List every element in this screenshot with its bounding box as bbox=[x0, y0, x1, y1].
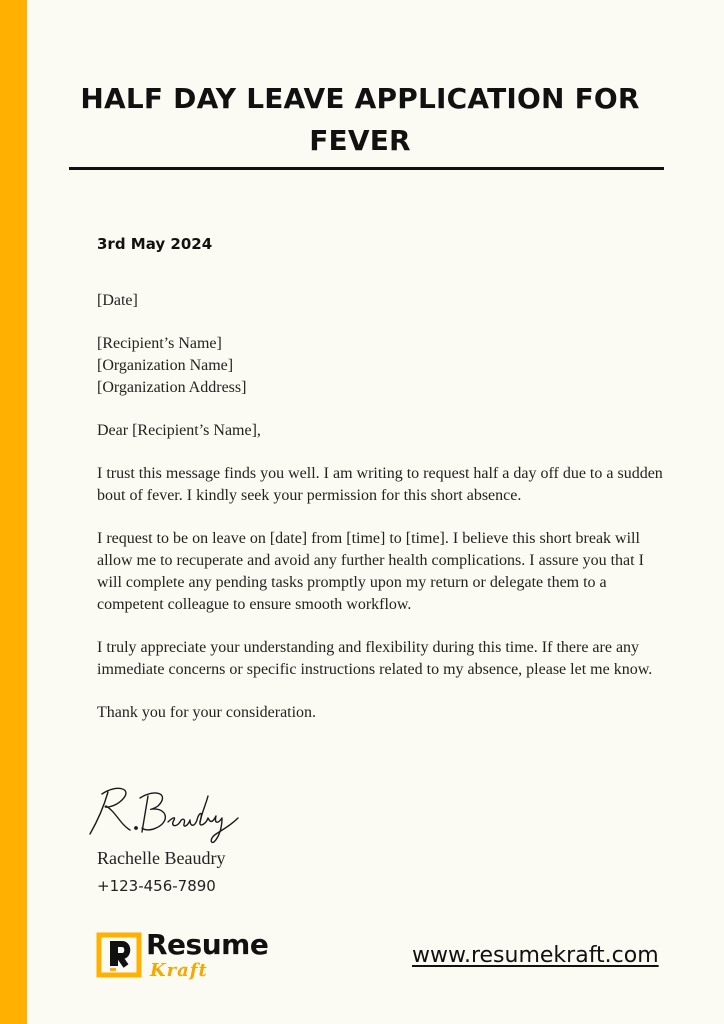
closing-line: Thank you for your consideration. bbox=[97, 704, 317, 721]
date-placeholder: [Date] bbox=[97, 292, 138, 309]
sender-name: Rachelle Beaudry bbox=[97, 848, 226, 868]
paragraph-3: I truly appreciate your understanding and flexibility during this time. If there are any immediate concerns or specific instructions related to my absence, please let me know. bbox=[97, 639, 653, 678]
paragraph-1: I trust this message finds you well. I am writing to request half a day off due to a sudden bout of fever. I kindly seek your permission for this short absence. bbox=[97, 465, 663, 504]
organization-address: [Organization Address] bbox=[97, 379, 247, 396]
logo-word-kraft: Kraft bbox=[150, 960, 208, 981]
accent-side-bar bbox=[0, 0, 27, 1024]
website-link[interactable]: www.resumekraft.com bbox=[412, 943, 659, 968]
paragraph-2: I request to be on leave on [date] from [time] to [time]. I believe this short break will allow me to recuperate and avoid any further health complications. I assure you that I will complete any pending tasks promptly upon my return or delegate them to a competent colleague to ensure smooth workflow. bbox=[97, 530, 644, 613]
recipient-block bbox=[97, 333, 667, 399]
sender-phone: +123-456-7890 bbox=[97, 877, 216, 895]
salutation: Dear [Recipient’s Name], bbox=[97, 422, 261, 439]
letter-date-heading: 3rd May 2024 bbox=[97, 235, 213, 253]
title-divider bbox=[69, 167, 664, 170]
organization-name: [Organization Name] bbox=[97, 357, 234, 374]
logo-word-resume: Resume bbox=[146, 928, 269, 961]
resumekraft-logo bbox=[96, 930, 286, 986]
logo-r-icon bbox=[96, 932, 142, 978]
letter-body bbox=[97, 290, 667, 745]
signature-image bbox=[82, 778, 252, 848]
page-title: HALF DAY LEAVE APPLICATION FOR FEVER bbox=[80, 82, 640, 157]
recipient-name: [Recipient’s Name] bbox=[97, 335, 222, 352]
